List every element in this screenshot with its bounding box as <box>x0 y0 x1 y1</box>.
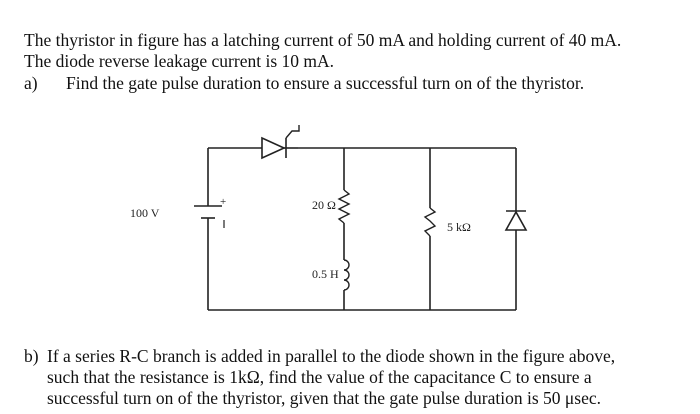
resistor-5-kohm-label: 5 kΩ <box>447 220 471 234</box>
intro-line-1: The thyristor in figure has a latching current of 50 mA and holding current of 40 mA. <box>24 30 622 50</box>
part-a-text: Find the gate pulse duration to ensure a successful turn on of the thyristor. <box>66 73 585 93</box>
resistor-20-ohm <box>339 190 349 223</box>
thyristor-symbol <box>262 138 284 158</box>
part-a-label: a) <box>24 73 38 93</box>
intro-line-2: The diode reverse leakage current is 10 mA. <box>24 51 335 71</box>
source-label: 100 V <box>130 206 160 220</box>
inductor-label: 0.5 H <box>312 267 339 281</box>
inductor-0-5-h <box>344 260 349 290</box>
part-b-line-2: such that the resistance is 1kΩ, find the value of the capacitance C to ensure a <box>47 367 592 387</box>
part-b-line-1: If a series R-C branch is added in parallel to the diode shown in the figure above, <box>47 346 616 366</box>
part-b-line-3: successful turn on of the thyristor, given that the gate pulse duration is 50 μsec. <box>47 388 601 408</box>
part-b-label: b) <box>24 346 39 366</box>
thyristor-gate <box>286 125 299 138</box>
battery-plus-sign: + <box>220 196 227 208</box>
resistor-20-ohm-label: 20 Ω <box>312 198 336 212</box>
resistor-5-kohm <box>425 208 435 236</box>
diode-symbol <box>506 212 526 230</box>
